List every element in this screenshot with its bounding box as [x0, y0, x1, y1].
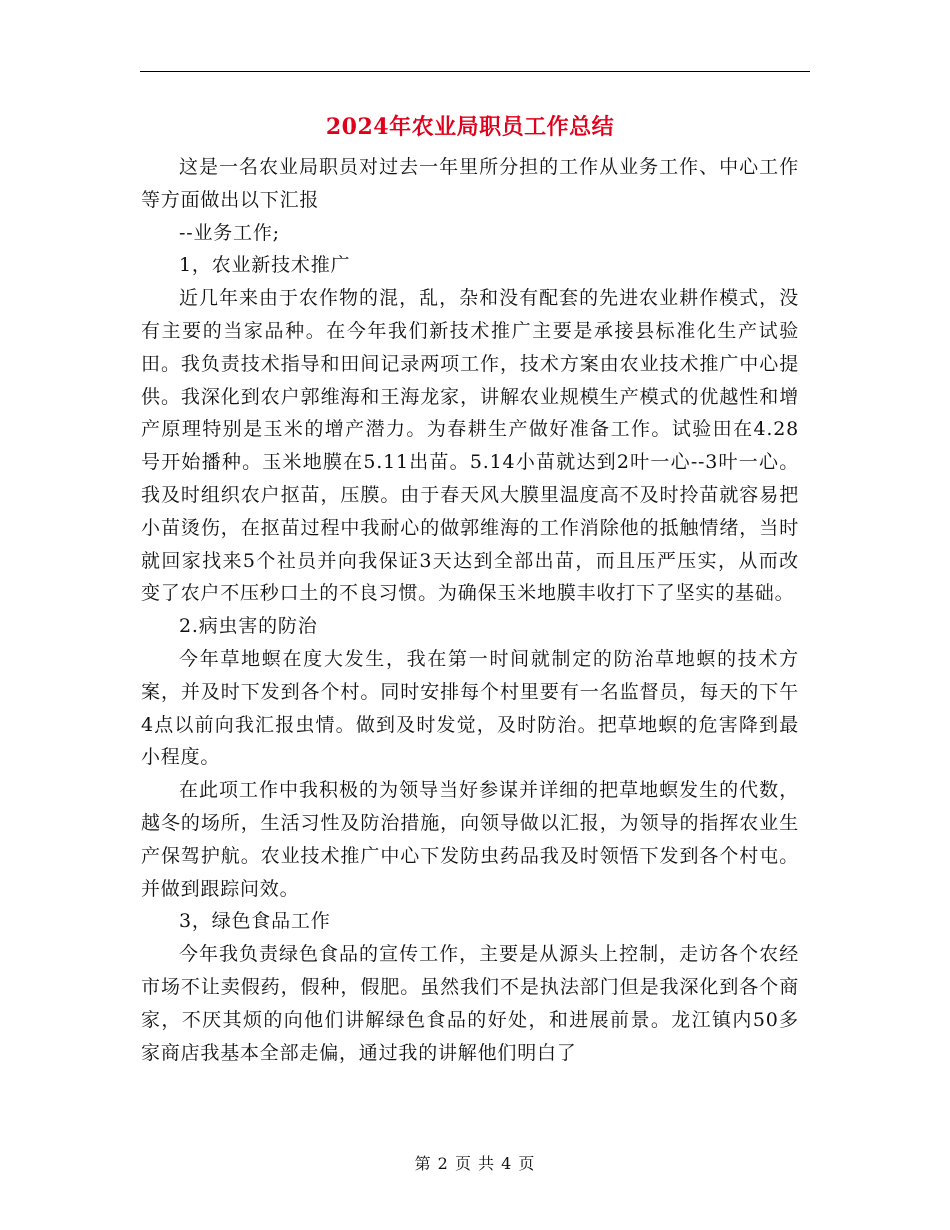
section-heading-business: --业务工作;	[179, 221, 280, 244]
paragraph-intro: 这是一名农业局职员对过去一年里所分担的工作从业务工作、中心工作等方面做出以下汇报	[141, 156, 799, 211]
paragraph-pest-advisory: 在此项工作中我积极的为领导当好参谋并详细的把草地螟发生的代数，越冬的场所，生活习性及防治措施，向领导做以汇报，为领导的指挥农业生产保驾护航。农业技术推广中心下发防虫药品我及时领悟下发到各个村屯。并做到跟踪问效。	[141, 779, 799, 900]
subheading-tech-promotion: 1，农业新技术推广	[179, 254, 351, 277]
page-footer: 第 2 页 共 4 页	[414, 1154, 536, 1173]
subheading-green-food: 3，绿色食品工作	[179, 910, 331, 933]
header-rule	[140, 71, 810, 72]
paragraph-tech-promotion: 近几年来由于农作物的混，乱，杂和没有配套的先进农业耕作模式，没有主要的当家品种。在今年我们新技术推广主要是承接县标准化生产试验田。我负责技术指导和田间记录两项工作，技术方案由农业技术推广中心提供。我深化到农户郭维海和王海龙家，讲解农业规模生产模式的优越性和增产原理特别是玉米的增产潜力。为春耕生产做好准备工作。试验田在4.28号开始播种。玉米地膜在5.11出苗。5.14小苗就达到2叶一心--3叶一心。我及时组织农户抠苗，压膜。由于春天风大膜里温度高不及时拎苗就容易把小苗烫伤，在抠苗过程中我耐心的做郭维海的工作消除他的抵触情绪，当时就回家找来5个社员并向我保证3天达到全部出苗，而且压严压实，从而改变了农户不压秒口土的不良习惯。为确保玉米地膜丰收打下了坚实的基础。	[141, 287, 799, 605]
subheading-pest-control: 2.病虫害的防治	[179, 615, 318, 638]
paragraph-green-food: 今年我负责绿色食品的宣传工作，主要是从源头上控制，走访各个农经市场不让卖假药，假种，假肥。虽然我们不是执法部门但是我深化到各个商家，不厌其烦的向他们讲解绿色食品的好处，和进展前景。龙江镇内50多家商店我基本全部走偏，通过我的讲解他们明白了	[141, 943, 799, 1064]
document-title: 2024年农业局职员工作总结	[325, 114, 615, 140]
paragraph-pest-control: 今年草地螟在度大发生，我在第一时间就制定的防治草地螟的技术方案，并及时下发到各个村。同时安排每个村里要有一名监督员，每天的下午4点以前向我汇报虫情。做到及时发觉，及时防治。把草地螟的危害降到最小程度。	[141, 647, 799, 769]
document-body	[141, 108, 799, 1069]
